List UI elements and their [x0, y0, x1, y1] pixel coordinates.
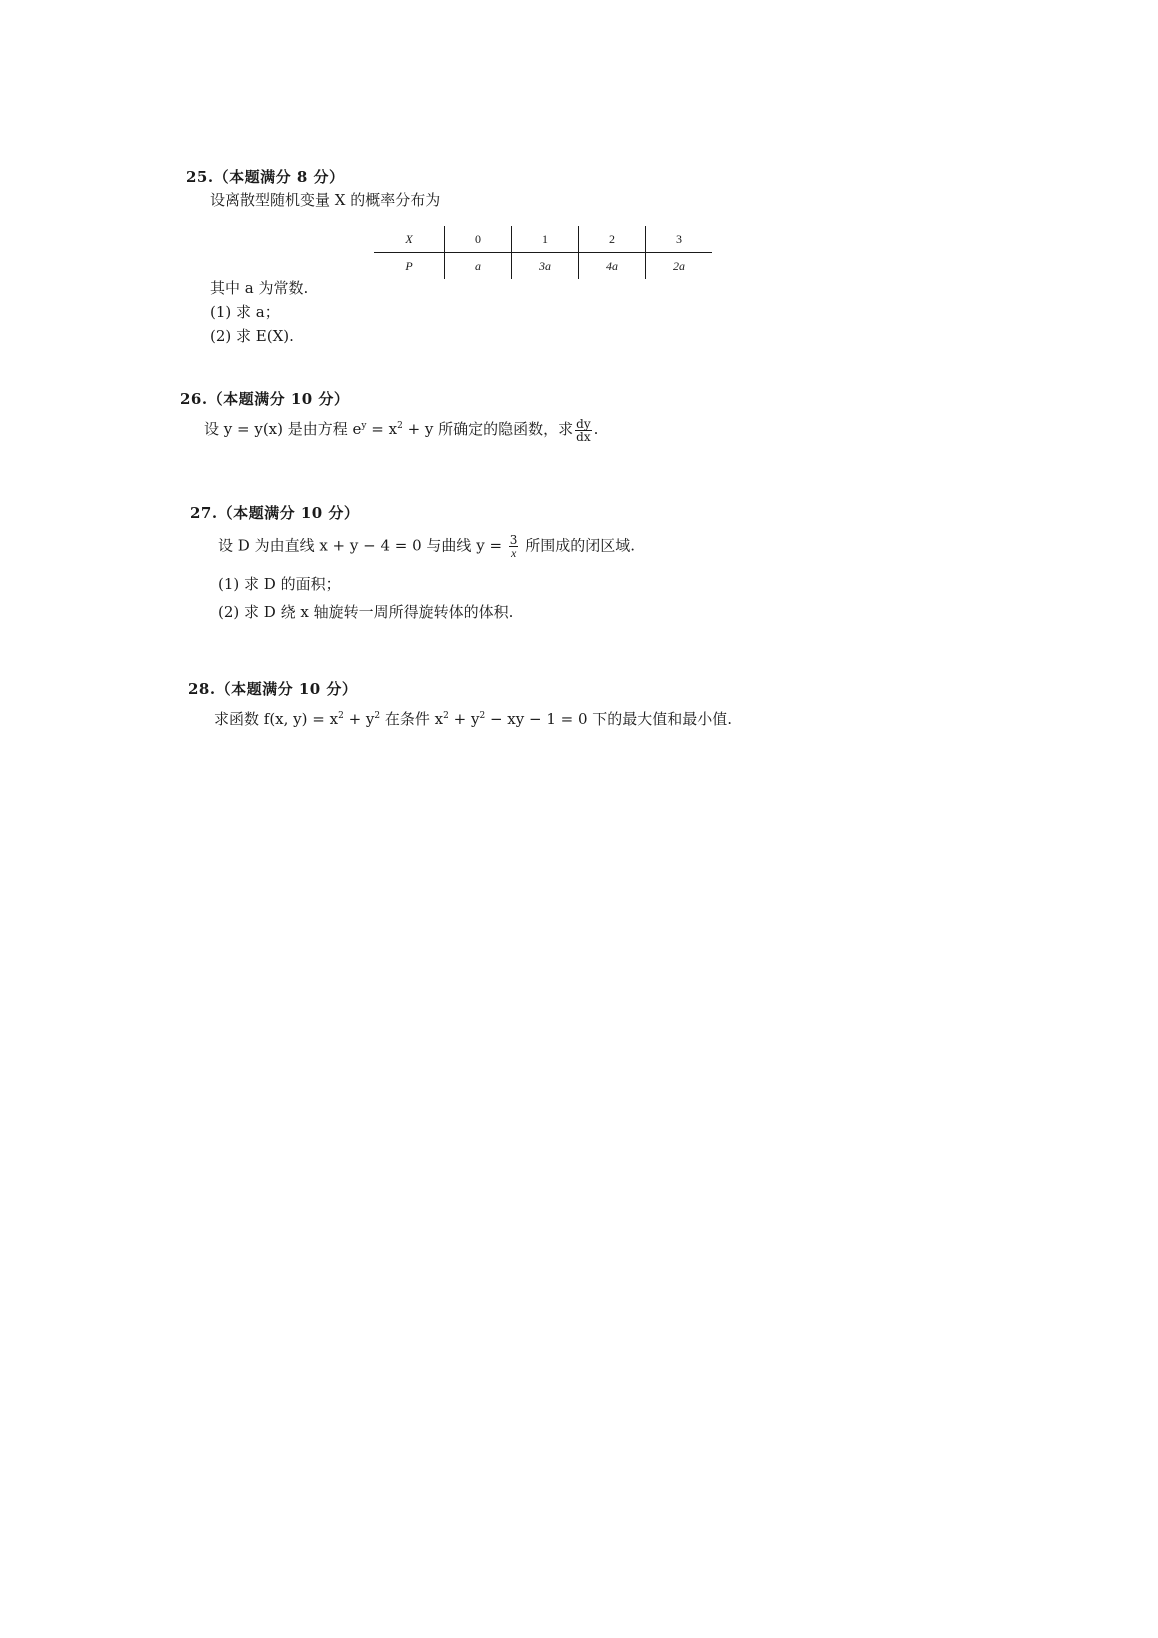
q26-statement: [204, 416, 598, 443]
q25-part2: (2) 求 E(X).: [210, 327, 294, 345]
probability-table: [374, 226, 712, 279]
q26-text-after: + y 所确定的隐函数，求: [402, 420, 574, 438]
table-cell-x1: 1: [512, 226, 579, 253]
q28-text-2: + y: [343, 710, 375, 728]
q25-part1: (1) 求 a；: [210, 303, 280, 321]
q27-part2: (2) 求 D 绕 x 轴旋转一周所得旋转体的体积.: [218, 603, 514, 621]
table-header-x: X: [374, 226, 445, 253]
q26-derivative-fraction: [575, 418, 591, 443]
q27-text-before: 设 D 为由直线 x + y − 4 = 0 与曲线 y =: [218, 536, 507, 555]
table-header-p: P: [405, 258, 413, 273]
q26-text-before: 设 y = y(x) 是由方程 e: [204, 420, 362, 438]
table-row-p: [374, 253, 712, 280]
table-cell-p1: 3a: [512, 253, 579, 280]
table-cell-x3: 3: [646, 226, 713, 253]
q27-statement: [218, 534, 635, 559]
q26-end: .: [593, 420, 599, 438]
q28-sup-3: 2: [443, 711, 449, 721]
q28-text-4: + y: [448, 710, 480, 728]
table-cell-x0: 0: [445, 226, 512, 253]
q26-heading: 26.（本题满分 10 分）: [180, 390, 350, 408]
q26-text-mid: = x: [366, 420, 398, 438]
q25-heading: 25.（本题满分 8 分）: [186, 168, 345, 186]
table-cell-p0: a: [445, 253, 512, 280]
q27-text-after: 所围成的闭区域.: [520, 536, 635, 555]
table-row-x: [374, 226, 712, 253]
q27-curve-fraction: [509, 534, 519, 559]
q28-sup-4: 2: [479, 711, 486, 721]
q27-frac-den: x: [510, 546, 517, 560]
q28-text-3: 在条件 x: [380, 710, 444, 728]
q28-sup-1: 2: [338, 711, 344, 721]
q28-text-5: − xy − 1 = 0 下的最大值和最小值.: [485, 710, 733, 728]
q26-exponent: y: [361, 421, 367, 431]
q27-part1: (1) 求 D 的面积；: [218, 575, 341, 593]
q27-frac-num: 3: [509, 533, 518, 547]
q28-statement: [214, 706, 732, 729]
table-cell-p2: 4a: [579, 253, 646, 280]
q27-heading: 27.（本题满分 10 分）: [190, 504, 360, 522]
q25-note: 其中 a 为常数.: [210, 279, 309, 297]
q28-text-1: 求函数 f(x, y) = x: [214, 710, 339, 728]
q26-square: 2: [397, 421, 403, 431]
q28-sup-2: 2: [374, 711, 381, 721]
q26-frac-den: dx: [576, 429, 591, 444]
q26-frac-num: dy: [576, 416, 591, 431]
table-cell-x2: 2: [579, 226, 646, 253]
table-cell-p3: 2a: [646, 253, 713, 280]
q28-heading: 28.（本题满分 10 分）: [188, 680, 358, 698]
q25-intro: 设离散型随机变量 X 的概率分布为: [210, 191, 441, 209]
